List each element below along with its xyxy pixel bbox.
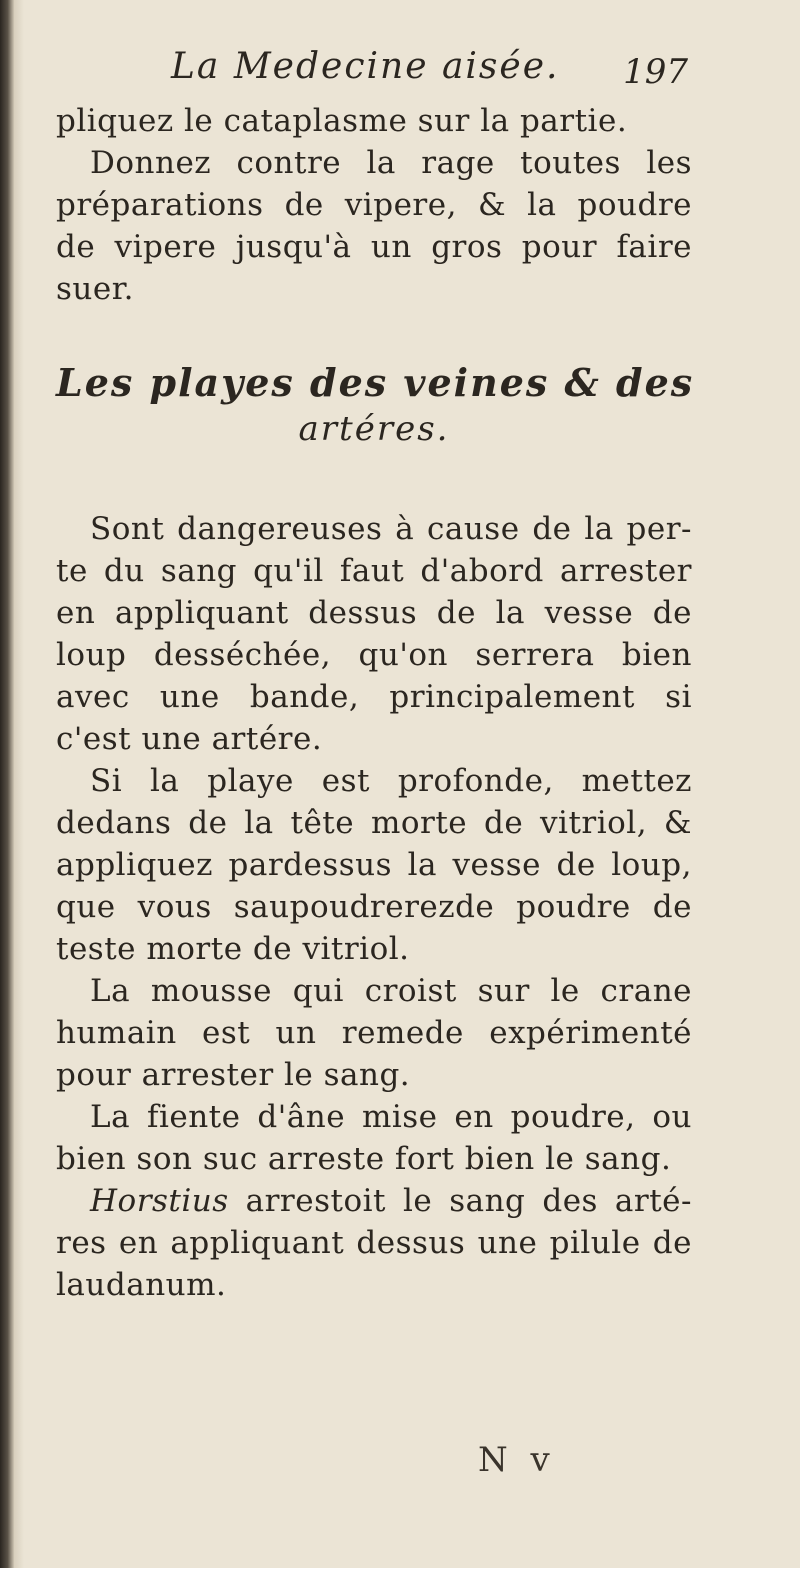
text-line: La mousse qui croist sur le crane	[90, 973, 692, 1009]
page-text-block	[56, 40, 695, 1306]
page-number: 197	[623, 52, 688, 92]
text-line: en appliquant dessus de la vesse de	[56, 595, 692, 631]
page-gutter	[14, 0, 24, 1580]
paragraph-1	[56, 100, 692, 142]
text-line: bien son suc arreste fort bien le sang.	[56, 1141, 672, 1177]
text-line	[56, 1180, 692, 1222]
text-line: laudanum.	[56, 1267, 227, 1303]
text-line-rest: arrestoit le sang des arté-	[228, 1183, 692, 1219]
section-heading-line-2: artéres.	[298, 409, 450, 449]
person-name: Horstius	[90, 1183, 229, 1219]
text-line: pour arrester le sang.	[56, 1057, 411, 1093]
paragraph-6	[56, 1096, 692, 1180]
page-binding-shadow	[0, 0, 14, 1580]
text-line: appliquez pardessus la vesse de loup,	[56, 847, 692, 883]
text-line: dedans de la tête morte de vitriol, &	[56, 805, 692, 841]
paragraph-2	[56, 142, 692, 310]
text-line: c'est une artére.	[56, 721, 323, 757]
section-heading	[56, 360, 695, 452]
running-title: La Medecine aisée.	[171, 46, 560, 87]
text-line: préparations de vipere, & la poudre	[56, 187, 692, 223]
text-line: teste morte de vitriol.	[56, 931, 410, 967]
text-line: que vous saupoudrerezde poudre de	[56, 889, 692, 925]
text-line: pliquez le cataplasme sur la partie.	[56, 103, 628, 139]
text-line: humain est un remede expérimenté	[56, 1015, 692, 1051]
running-head	[56, 40, 692, 100]
paragraph-3	[56, 508, 692, 760]
text-line: suer.	[56, 271, 134, 307]
section-heading-line-1: Les playes des veines & des	[56, 360, 695, 405]
text-line: avec une bande, principalement si	[56, 679, 692, 715]
signature-mark: N v	[478, 1440, 556, 1480]
text-line: Si la playe est profonde, mettez	[90, 763, 692, 799]
text-line: loup desséchée, qu'on serrera bien	[56, 637, 692, 673]
paragraph-5	[56, 970, 692, 1096]
paragraph-7	[56, 1180, 692, 1306]
text-line: res en appliquant dessus une pilule de	[56, 1225, 692, 1261]
text-line: te du sang qu'il faut d'abord arrester	[56, 553, 692, 589]
paragraph-4	[56, 760, 692, 970]
text-line: Donnez contre la rage toutes les	[90, 145, 692, 181]
spacer	[56, 452, 692, 508]
text-line: Sont dangereuses à cause de la per-	[90, 511, 692, 547]
text-line: La fiente d'âne mise en poudre, ou	[90, 1099, 692, 1135]
page-bottom-edge	[0, 1568, 800, 1580]
text-line: de vipere jusqu'à un gros pour faire	[56, 229, 692, 265]
